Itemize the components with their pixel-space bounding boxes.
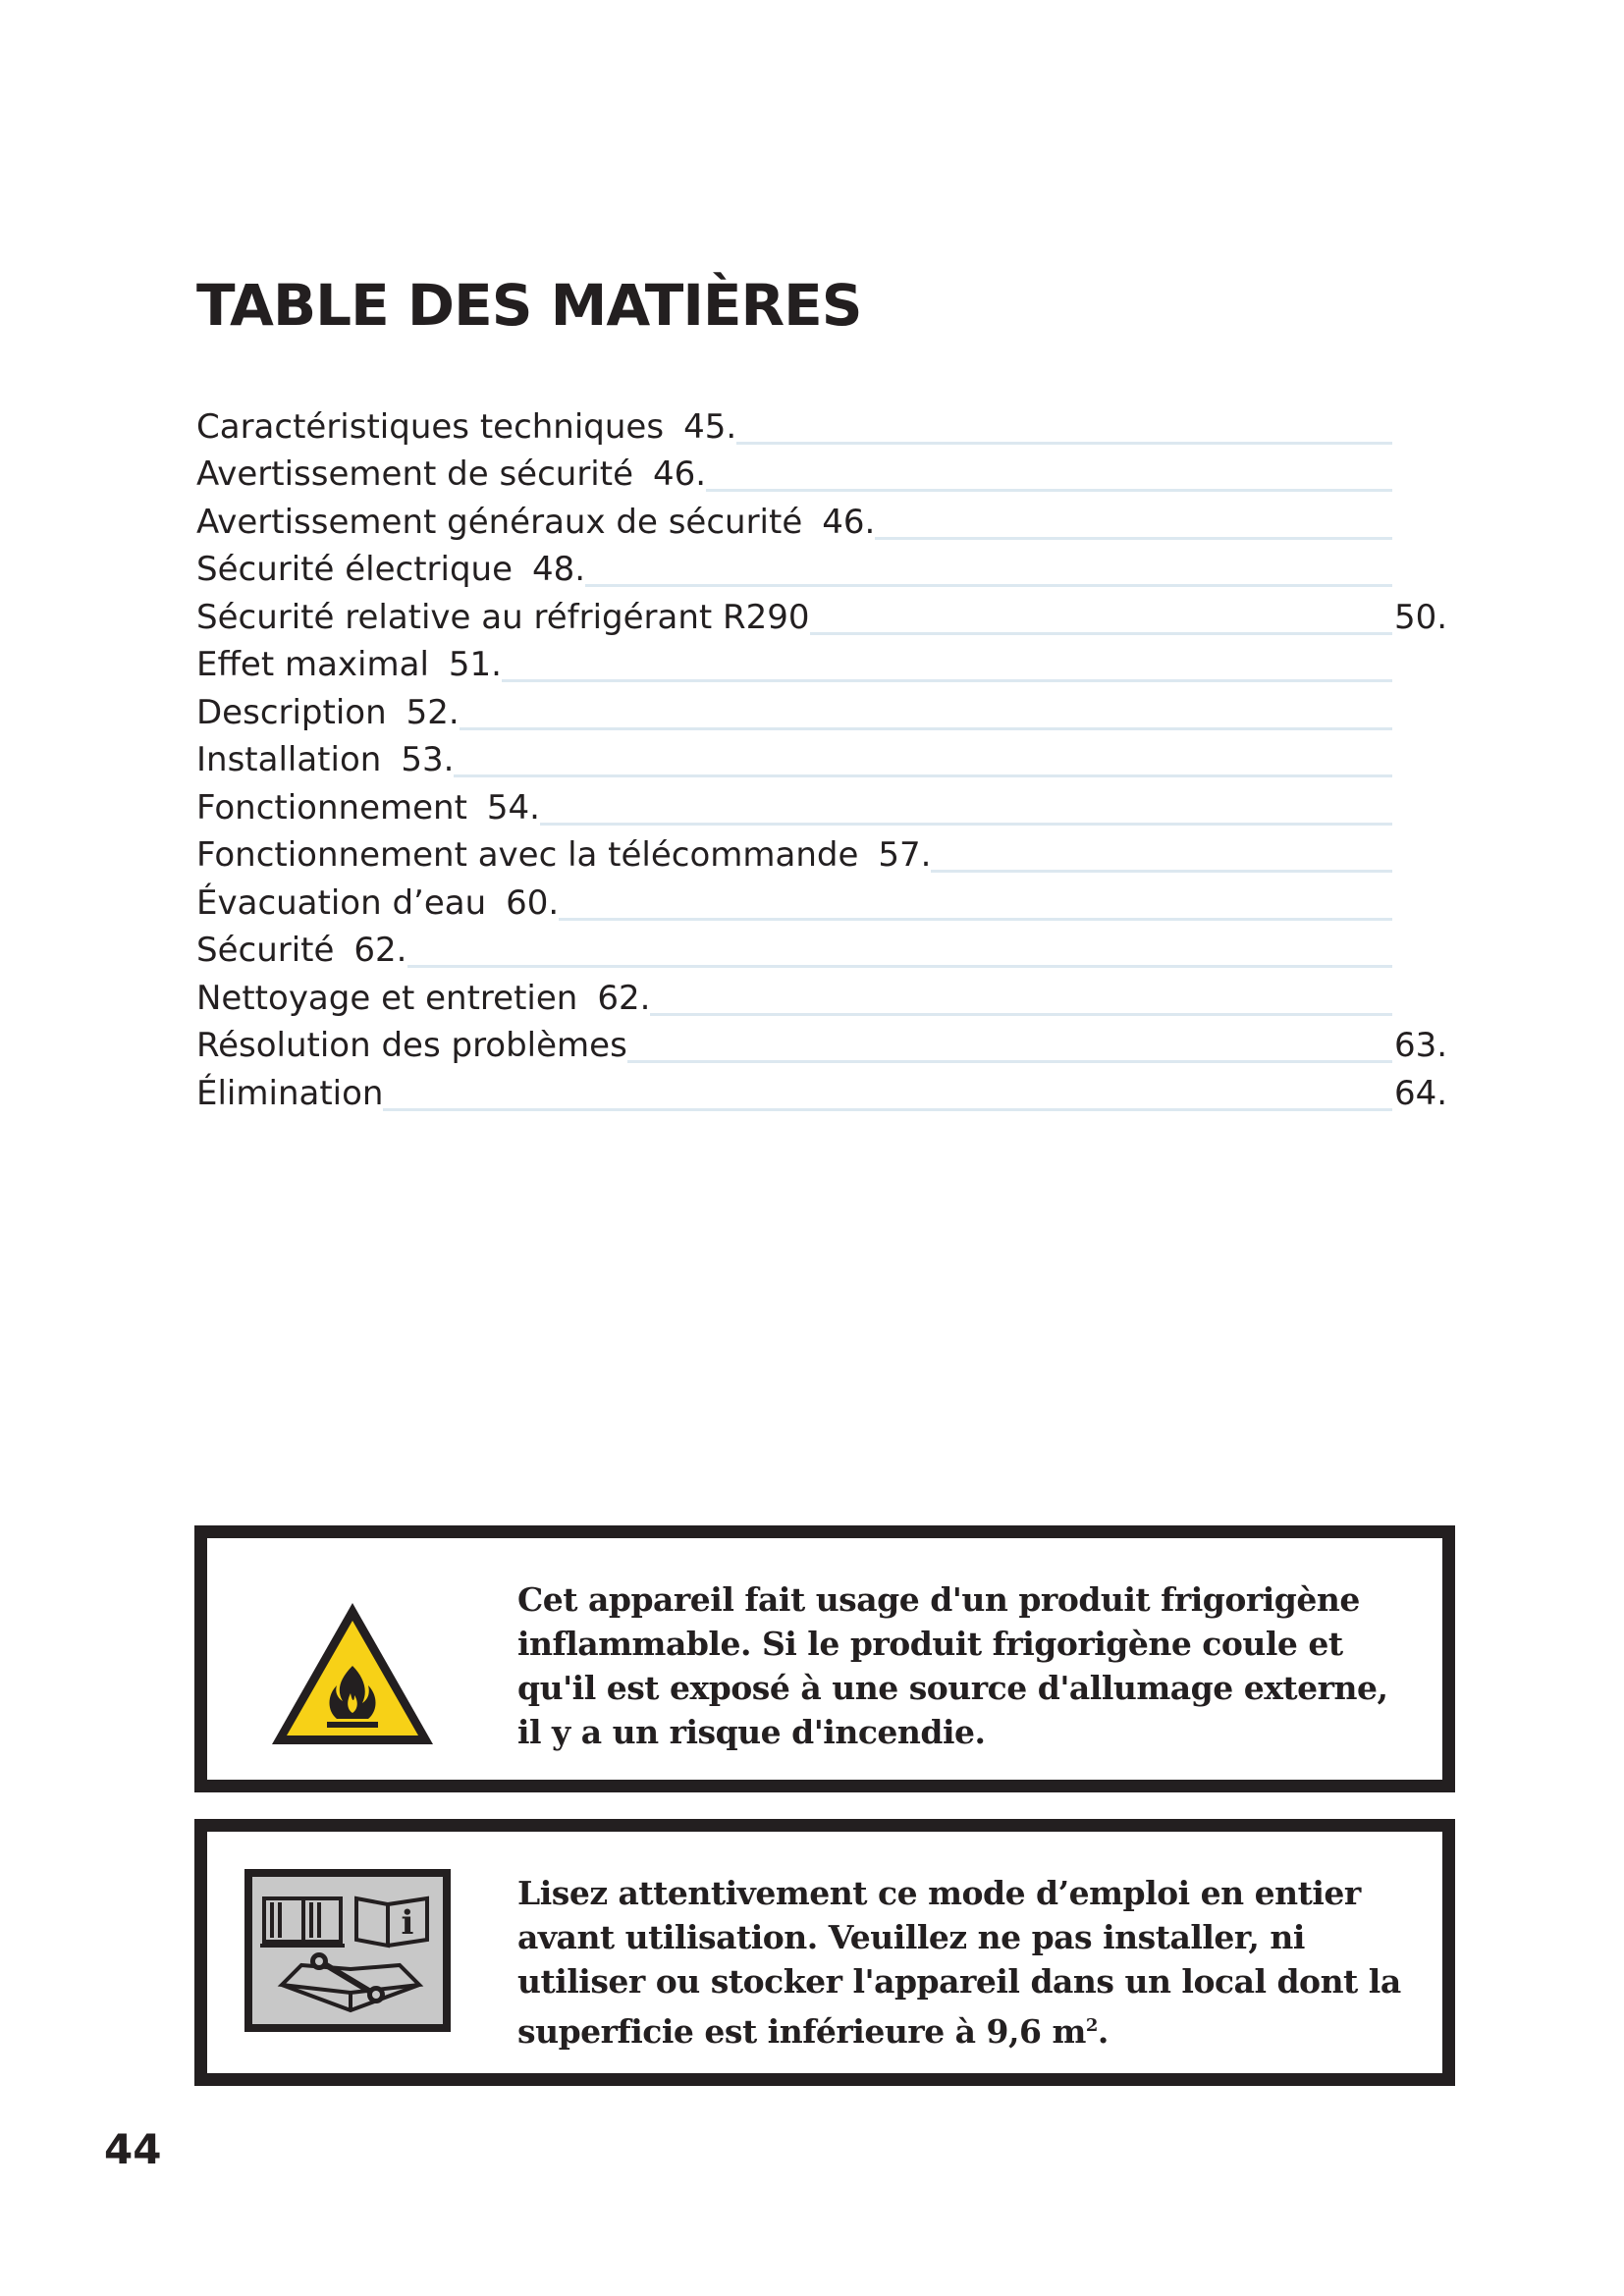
toc-entry-label: Évacuation d’eau [196,882,487,923]
toc-leader-rule [540,823,1392,826]
read-manual-notice [194,1819,1455,2086]
toc-leader-rule [810,632,1392,635]
toc-entry-label: Description [196,692,387,732]
toc-entry-label: Fonctionnement avec la télécommande [196,835,859,875]
toc-leader-rule [454,774,1392,777]
toc-entry-page: 51. [448,645,502,684]
toc-entry-page: 64. [1394,1073,1448,1113]
toc-entry-label: Caractéristiques techniques [196,406,665,447]
toc-entry-label: Avertissement de sécurité [196,454,633,494]
toc-entry [196,400,1443,449]
toc-entry [196,496,1443,544]
toc-leader-rule [736,442,1392,445]
toc-leader-rule [650,1013,1392,1016]
toc-entry [196,972,1443,1020]
toc-entry [196,1020,1448,1068]
flammable-warning-icon [266,1597,439,1750]
toc-entry-page: 45. [683,406,737,447]
toc-entry-page: 48. [532,550,586,589]
toc-entry-page: 53. [401,740,455,779]
toc-entry-page: 63. [1394,1026,1448,1065]
toc-entry-page: 57. [878,835,932,875]
toc-entry [196,449,1443,497]
read-manual-notice-text [517,1871,1421,2054]
flammable-refrigerant-notice [194,1525,1455,1792]
toc-entry-label: Sécurité électrique [196,550,514,589]
toc-entry-label: Sécurité [196,931,335,970]
superscript-two: 2 [1085,2015,1098,2036]
svg-text:i: i [401,1903,414,1943]
toc-entry-page: 62. [353,931,407,970]
toc-entry [196,544,1443,592]
toc-entry-label: Élimination [196,1073,384,1113]
toc-entry [196,1067,1448,1115]
page-number: 44 [104,2125,162,2173]
toc-entry [196,829,1443,878]
toc-entry-label: Sécurité relative au réfrigérant R290 [196,597,810,637]
toc-entry [196,925,1443,973]
toc-entry-label: Nettoyage et entretien [196,978,578,1018]
toc-entry-page: 54. [486,787,540,828]
toc-entry [196,877,1443,925]
toc-entry [196,639,1443,687]
toc-entry-page: 46. [653,454,707,494]
toc-entry-page: 50. [1394,597,1448,637]
read-manual-text-main: Lisez attentivement ce mode d’emploi en entier avant utilisation. Veuillez ne pas installer, ni utiliser ou stocker l'appareil dans un local dont la superficie est inférieure à 9,6 m [517,1874,1401,2051]
toc-entry-label: Avertissement généraux de sécurité [196,502,803,542]
toc-entry-page: 46. [822,502,876,542]
toc-leader-rule [460,727,1392,730]
toc-leader-rule [931,870,1392,873]
toc-leader-rule [502,679,1392,682]
flammable-notice-text: Cet appareil fait usage d'un produit frigorigène inflammable. Si le produit frigorigène coule et qu'il est exposé à une source d'allumage externe, il y a un risque d'incendie. [517,1580,1388,1751]
toc-entry-label: Fonctionnement [196,787,467,828]
toc-entry [196,734,1443,782]
table-of-contents [196,400,1448,1115]
toc-leader-rule [706,489,1392,492]
toc-entry [196,686,1443,734]
toc-leader-rule [875,537,1392,540]
toc-leader-rule [627,1060,1392,1063]
toc-entry-page: 52. [406,692,460,732]
toc-leader-rule [383,1108,1392,1111]
read-manual-text-end: . [1097,2012,1109,2051]
toc-entry [196,781,1443,829]
toc-entry-label: Résolution des problèmes [196,1026,627,1065]
toc-entry [196,591,1448,639]
toc-leader-rule [407,965,1393,968]
toc-leader-rule [559,918,1392,921]
page-title: TABLE DES MATIÈRES [196,272,862,339]
toc-entry-page: 60. [506,882,560,923]
toc-leader-rule [585,584,1392,587]
toc-entry-page: 62. [597,978,651,1018]
toc-entry-label: Installation [196,740,382,779]
read-manual-icon [243,1867,453,2034]
toc-entry-label: Effet maximal [196,645,429,684]
